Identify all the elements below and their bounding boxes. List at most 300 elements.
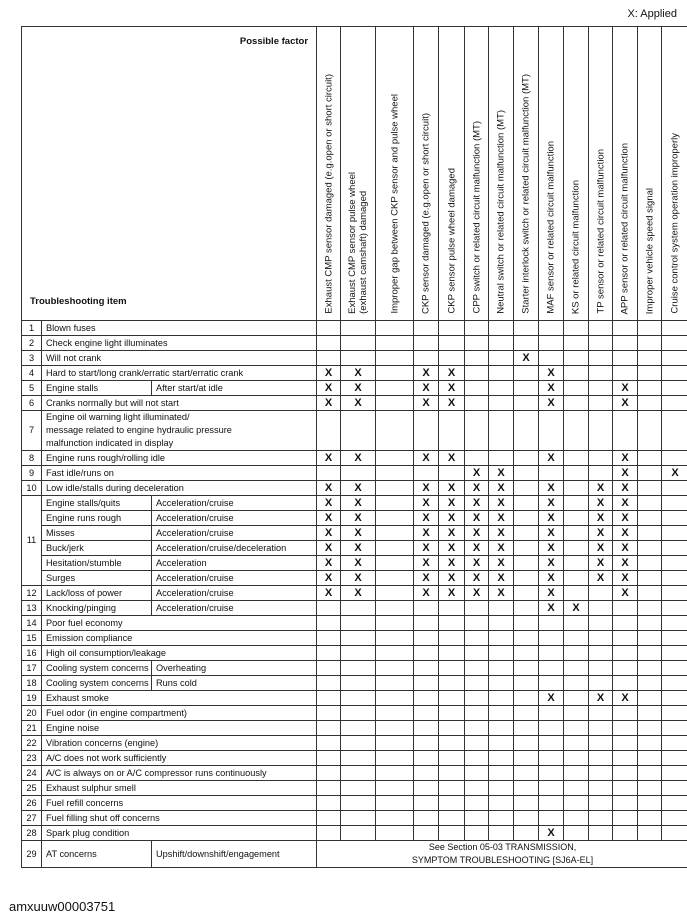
row-number: 8 <box>22 451 42 466</box>
mark-cell <box>514 781 539 796</box>
header-row <box>22 27 687 321</box>
row-number: 19 <box>22 691 42 706</box>
mark-cell <box>662 496 687 511</box>
mark-cell <box>613 646 638 661</box>
mark-cell <box>662 336 687 351</box>
mark-cell <box>638 751 662 766</box>
mark-cell <box>638 466 662 481</box>
mark-cell <box>341 826 376 841</box>
mark-cell <box>489 721 514 736</box>
mark-cell <box>589 321 613 336</box>
mark-cell <box>589 721 613 736</box>
applied-mark: X <box>317 571 341 586</box>
mark-cell <box>414 736 439 751</box>
mark-cell <box>564 646 589 661</box>
mark-cell <box>564 351 589 366</box>
applied-mark: X <box>589 496 613 511</box>
mark-cell <box>489 796 514 811</box>
mark-cell <box>662 811 687 826</box>
symptom-cell: Hesitation/stumble <box>42 556 152 571</box>
table-row <box>22 676 687 691</box>
mark-cell <box>662 646 687 661</box>
applied-mark: X <box>613 571 638 586</box>
mark-cell <box>376 396 414 411</box>
mark-cell <box>341 631 376 646</box>
applied-mark: X <box>539 396 564 411</box>
applied-mark: X <box>439 586 465 601</box>
mark-cell <box>514 541 539 556</box>
applied-mark: X <box>317 526 341 541</box>
mark-cell <box>376 541 414 556</box>
mark-cell <box>414 661 439 676</box>
applied-mark: X <box>539 586 564 601</box>
mark-cell <box>414 466 439 481</box>
mark-cell <box>376 511 414 526</box>
mark-cell <box>662 511 687 526</box>
mark-cell <box>662 826 687 841</box>
mark-cell <box>465 631 489 646</box>
mark-cell <box>514 586 539 601</box>
factor-label: APP sensor or related circuit malfunction <box>619 142 631 314</box>
applied-mark: X <box>414 481 439 496</box>
mark-cell <box>564 496 589 511</box>
mark-cell <box>564 586 589 601</box>
mark-cell <box>341 336 376 351</box>
table-row <box>22 411 687 451</box>
applied-mark: X <box>439 451 465 466</box>
applied-mark: X <box>414 496 439 511</box>
applied-mark: X <box>539 496 564 511</box>
table-row <box>22 451 687 466</box>
applied-mark: X <box>341 366 376 381</box>
symptom-cell: A/C is always on or A/C compressor runs continuously <box>42 766 317 781</box>
mark-cell <box>564 811 589 826</box>
mark-cell <box>613 751 638 766</box>
mark-cell <box>613 736 638 751</box>
mark-cell <box>662 601 687 616</box>
mark-cell <box>514 466 539 481</box>
mark-cell <box>662 721 687 736</box>
mark-cell <box>564 661 589 676</box>
mark-cell <box>638 766 662 781</box>
table-row <box>22 691 687 706</box>
mark-cell <box>376 481 414 496</box>
mark-cell <box>662 526 687 541</box>
mark-cell <box>341 751 376 766</box>
applied-mark: X <box>613 381 638 396</box>
mark-cell <box>564 411 589 451</box>
symptom-cell: High oil consumption/leakage <box>42 646 317 661</box>
mark-cell <box>341 601 376 616</box>
mark-cell <box>376 451 414 466</box>
applied-mark: X <box>414 451 439 466</box>
mark-cell <box>638 381 662 396</box>
condition-cell: Acceleration/cruise <box>152 571 317 586</box>
applied-mark: X <box>439 481 465 496</box>
mark-cell <box>539 321 564 336</box>
mark-cell <box>539 706 564 721</box>
mark-cell <box>613 706 638 721</box>
mark-cell <box>489 411 514 451</box>
mark-cell <box>539 631 564 646</box>
mark-cell <box>465 321 489 336</box>
mark-cell <box>514 571 539 586</box>
mark-cell <box>564 451 589 466</box>
mark-cell <box>376 556 414 571</box>
symptom-cell: Low idle/stalls during deceleration <box>42 481 317 496</box>
applied-mark: X <box>439 496 465 511</box>
applied-mark: X <box>539 381 564 396</box>
mark-cell <box>539 796 564 811</box>
mark-cell <box>414 766 439 781</box>
mark-cell <box>317 826 341 841</box>
row-number: 21 <box>22 721 42 736</box>
condition-cell: Acceleration/cruise <box>152 511 317 526</box>
factor-label: KS or related circuit malfunction <box>570 179 582 314</box>
applied-mark: X <box>439 511 465 526</box>
row-number: 11 <box>22 496 42 586</box>
mark-cell <box>662 366 687 381</box>
row-number: 10 <box>22 481 42 496</box>
factor-label: CKP sensor damaged (e.g.open or short circuit) <box>420 112 432 314</box>
mark-cell <box>589 826 613 841</box>
mark-cell <box>317 661 341 676</box>
condition-cell: Acceleration/cruise <box>152 601 317 616</box>
applied-mark: X <box>465 586 489 601</box>
mark-cell <box>317 691 341 706</box>
applied-mark: X <box>539 526 564 541</box>
mark-cell <box>489 321 514 336</box>
mark-cell <box>564 571 589 586</box>
mark-cell <box>489 646 514 661</box>
mark-cell <box>414 676 439 691</box>
mark-cell <box>439 706 465 721</box>
factor-header-5 <box>439 27 465 321</box>
row-number: 7 <box>22 411 42 451</box>
mark-cell <box>638 661 662 676</box>
applied-mark: X <box>613 556 638 571</box>
mark-cell <box>376 811 414 826</box>
troubleshooting-item-label: Troubleshooting item <box>30 296 127 307</box>
mark-cell <box>613 796 638 811</box>
applied-mark: X <box>539 571 564 586</box>
applied-mark: X <box>414 556 439 571</box>
mark-cell <box>489 616 514 631</box>
mark-cell <box>376 351 414 366</box>
symptom-cell: Engine stalls <box>42 381 152 396</box>
applied-mark: X <box>341 511 376 526</box>
mark-cell <box>662 751 687 766</box>
applied-mark: X <box>489 586 514 601</box>
mark-cell <box>376 676 414 691</box>
symptom-cell: Check engine light illuminates <box>42 336 317 351</box>
symptom-cell: Hard to start/long crank/erratic start/erratic crank <box>42 366 317 381</box>
mark-cell <box>317 336 341 351</box>
mark-cell <box>514 616 539 631</box>
mark-cell <box>514 556 539 571</box>
symptom-cell: Fuel refill concerns <box>42 796 317 811</box>
mark-cell <box>638 366 662 381</box>
symptom-cell: Vibration concerns (engine) <box>42 736 317 751</box>
mark-cell <box>317 706 341 721</box>
applied-mark: X <box>589 691 613 706</box>
mark-cell <box>341 411 376 451</box>
mark-cell <box>539 721 564 736</box>
mark-cell <box>439 826 465 841</box>
applied-mark: X <box>465 481 489 496</box>
symptom-cell: Fuel filling shut off concerns <box>42 811 317 826</box>
mark-cell <box>638 541 662 556</box>
mark-cell <box>376 631 414 646</box>
applied-mark: X <box>465 511 489 526</box>
mark-cell <box>638 396 662 411</box>
header-corner <box>22 27 317 321</box>
mark-cell <box>638 811 662 826</box>
mark-cell <box>589 796 613 811</box>
mark-cell <box>564 826 589 841</box>
table-row <box>22 366 687 381</box>
applied-mark: X <box>317 451 341 466</box>
mark-cell <box>465 751 489 766</box>
applied-mark: X <box>539 556 564 571</box>
mark-cell <box>514 811 539 826</box>
applied-mark: X <box>613 396 638 411</box>
mark-cell <box>489 766 514 781</box>
applied-mark: X <box>465 526 489 541</box>
mark-cell <box>539 466 564 481</box>
mark-cell <box>465 646 489 661</box>
symptom-cell: Buck/jerk <box>42 541 152 556</box>
applied-mark: X <box>465 496 489 511</box>
factor-header-13 <box>638 27 662 321</box>
mark-cell <box>589 601 613 616</box>
mark-cell <box>514 826 539 841</box>
mark-cell <box>465 691 489 706</box>
applied-mark: X <box>414 571 439 586</box>
mark-cell <box>589 616 613 631</box>
mark-cell <box>613 366 638 381</box>
mark-cell <box>376 466 414 481</box>
table-row <box>22 571 687 586</box>
applied-mark: X <box>317 541 341 556</box>
symptom-cell: Fast idle/runs on <box>42 466 317 481</box>
mark-cell <box>414 601 439 616</box>
mark-cell <box>613 336 638 351</box>
mark-cell <box>613 601 638 616</box>
factor-header-8 <box>514 27 539 321</box>
mark-cell <box>638 481 662 496</box>
mark-cell <box>589 646 613 661</box>
mark-cell <box>317 811 341 826</box>
mark-cell <box>514 601 539 616</box>
mark-cell <box>589 736 613 751</box>
table-row <box>22 781 687 796</box>
applied-mark: X <box>613 526 638 541</box>
mark-cell <box>514 496 539 511</box>
mark-cell <box>439 796 465 811</box>
mark-cell <box>317 411 341 451</box>
mark-cell <box>638 781 662 796</box>
applied-mark: X <box>539 451 564 466</box>
applied-mark: X <box>539 481 564 496</box>
applied-mark: X <box>489 526 514 541</box>
mark-cell <box>341 351 376 366</box>
applied-mark: X <box>341 481 376 496</box>
mark-cell <box>341 796 376 811</box>
mark-cell <box>514 451 539 466</box>
applied-mark: X <box>439 396 465 411</box>
mark-cell <box>638 351 662 366</box>
applied-mark: X <box>465 541 489 556</box>
mark-cell <box>414 411 439 451</box>
factor-label: Exhaust CMP sensor pulse wheel (exhaust camshaft) damaged <box>347 172 370 314</box>
symptom-cell: Cooling system concerns <box>42 661 152 676</box>
mark-cell <box>564 556 589 571</box>
row-number: 14 <box>22 616 42 631</box>
mark-cell <box>414 721 439 736</box>
table-row <box>22 586 687 601</box>
mark-cell <box>638 676 662 691</box>
applied-mark: X <box>341 451 376 466</box>
mark-cell <box>514 796 539 811</box>
mark-cell <box>564 676 589 691</box>
mark-cell <box>589 366 613 381</box>
row-number: 9 <box>22 466 42 481</box>
table-row <box>22 751 687 766</box>
applied-mark: X <box>414 541 439 556</box>
mark-cell <box>638 336 662 351</box>
mark-cell <box>514 631 539 646</box>
mark-cell <box>539 751 564 766</box>
applied-mark: X <box>341 571 376 586</box>
mark-cell <box>376 321 414 336</box>
factor-header-10 <box>564 27 589 321</box>
mark-cell <box>439 721 465 736</box>
mark-cell <box>564 466 589 481</box>
symptom-cell: Misses <box>42 526 152 541</box>
mark-cell <box>539 736 564 751</box>
symptom-cell: Cranks normally but will not start <box>42 396 317 411</box>
mark-cell <box>589 706 613 721</box>
symptom-cell: Will not crank <box>42 351 317 366</box>
condition-cell: Acceleration/cruise <box>152 586 317 601</box>
mark-cell <box>439 751 465 766</box>
applied-mark: X <box>539 601 564 616</box>
applied-mark: X <box>414 511 439 526</box>
mark-cell <box>638 556 662 571</box>
mark-cell <box>341 706 376 721</box>
applied-mark: X <box>489 541 514 556</box>
mark-cell <box>662 616 687 631</box>
mark-cell <box>414 321 439 336</box>
table-row <box>22 496 687 511</box>
applied-mark: X <box>613 541 638 556</box>
mark-cell <box>564 526 589 541</box>
mark-cell <box>414 826 439 841</box>
mark-cell <box>465 411 489 451</box>
symptom-cell: Engine runs rough/rolling idle <box>42 451 317 466</box>
applied-mark: X <box>439 366 465 381</box>
mark-cell <box>589 451 613 466</box>
mark-cell <box>489 631 514 646</box>
mark-cell <box>376 381 414 396</box>
mark-cell <box>638 601 662 616</box>
mark-cell <box>439 616 465 631</box>
mark-cell <box>539 676 564 691</box>
mark-cell <box>613 411 638 451</box>
mark-cell <box>489 351 514 366</box>
mark-cell <box>514 706 539 721</box>
applied-mark: X <box>465 571 489 586</box>
applied-mark: X <box>613 466 638 481</box>
mark-cell <box>564 321 589 336</box>
mark-cell <box>514 721 539 736</box>
mark-cell <box>439 631 465 646</box>
mark-cell <box>514 751 539 766</box>
mark-cell <box>439 736 465 751</box>
factor-label: Exhaust CMP sensor damaged (e.g.open or short circuit) <box>323 74 335 314</box>
row-number: 29 <box>22 841 42 868</box>
applied-mark: X <box>317 496 341 511</box>
mark-cell <box>638 691 662 706</box>
mark-cell <box>613 766 638 781</box>
mark-cell <box>465 601 489 616</box>
mark-cell <box>439 646 465 661</box>
mark-cell <box>662 586 687 601</box>
row-number: 15 <box>22 631 42 646</box>
symptom-cell: A/C does not work sufficiently <box>42 751 317 766</box>
mark-cell <box>613 321 638 336</box>
factor-label: Starter interlock switch or related circuit malfunction (MT) <box>520 74 532 314</box>
applied-mark: X <box>317 511 341 526</box>
factor-label: TP sensor or related circuit malfunction <box>595 149 607 314</box>
applied-mark: X <box>414 586 439 601</box>
mark-cell <box>489 751 514 766</box>
mark-cell <box>613 721 638 736</box>
mark-cell <box>662 631 687 646</box>
mark-cell <box>376 826 414 841</box>
mark-cell <box>638 526 662 541</box>
applied-mark: X <box>317 556 341 571</box>
mark-cell <box>638 586 662 601</box>
symptom-cell: Exhaust sulphur smell <box>42 781 317 796</box>
mark-cell <box>539 811 564 826</box>
mark-cell <box>539 351 564 366</box>
applied-mark: X <box>439 556 465 571</box>
mark-cell <box>414 616 439 631</box>
factor-label: MAF sensor or related circuit malfunction <box>545 141 557 314</box>
applied-mark: X <box>439 381 465 396</box>
mark-cell <box>439 601 465 616</box>
mark-cell <box>465 451 489 466</box>
symptom-cell: Exhaust smoke <box>42 691 317 706</box>
mark-cell <box>662 321 687 336</box>
applied-mark: X <box>341 556 376 571</box>
mark-cell <box>376 721 414 736</box>
applied-mark: X <box>414 381 439 396</box>
mark-cell <box>638 721 662 736</box>
mark-cell <box>439 411 465 451</box>
troubleshooting-table <box>21 26 687 868</box>
mark-cell <box>589 661 613 676</box>
mark-cell <box>376 586 414 601</box>
table-row <box>22 396 687 411</box>
table-row <box>22 616 687 631</box>
mark-cell <box>613 826 638 841</box>
applied-mark: X <box>539 541 564 556</box>
mark-cell <box>376 411 414 451</box>
mark-cell <box>376 736 414 751</box>
